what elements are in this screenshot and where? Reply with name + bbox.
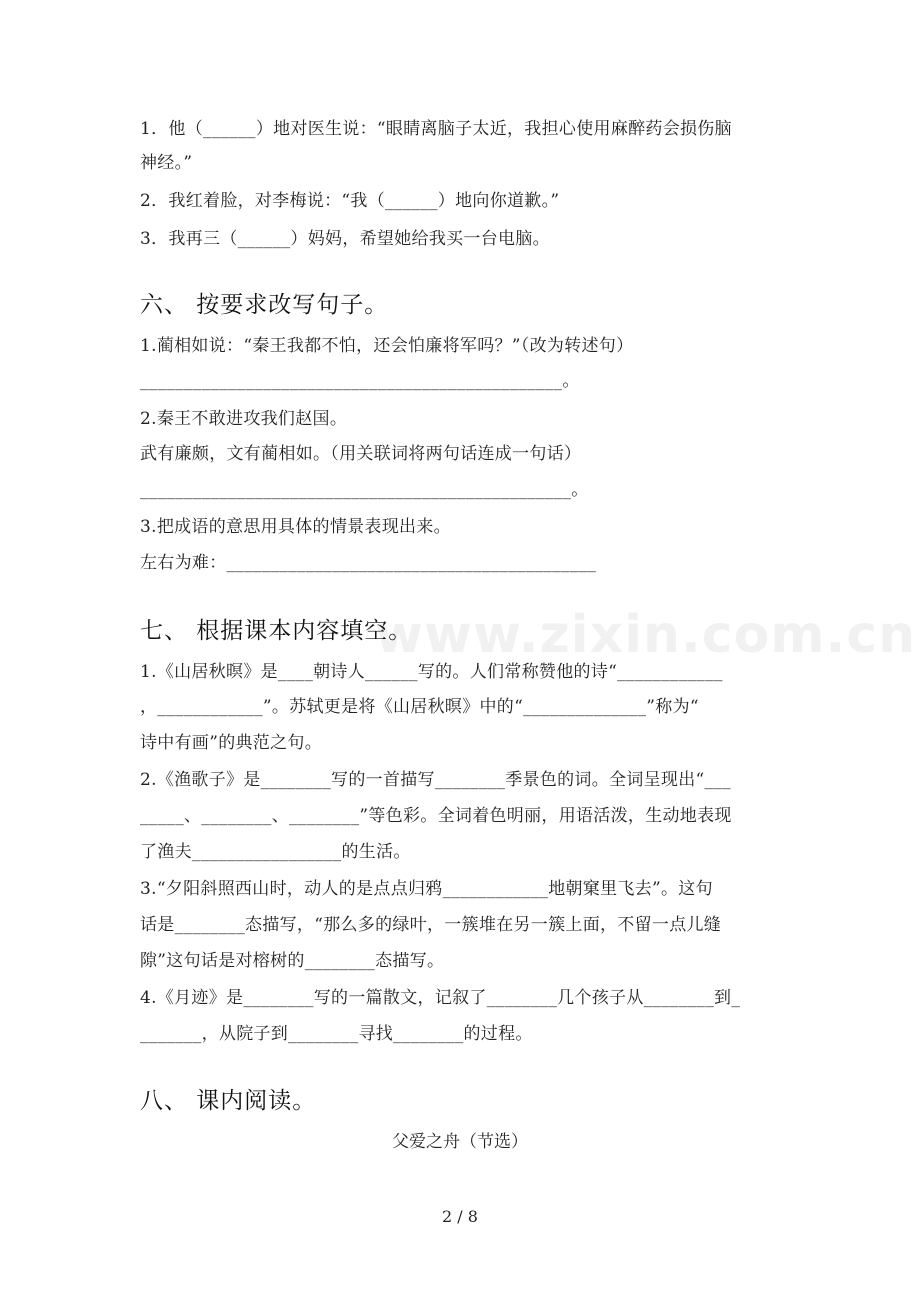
question-line: 2.《渔歌子》是________写的一首描写________季景色的词。全词呈现出“___ [140,770,731,790]
question-line: 2．我红着脸，对李梅说：“我（______）地向你道歉。” [140,191,560,211]
question-line: 左右为难：__________________________________________ [140,553,597,573]
question-line: 隙”这句话是对榕树的________态描写。 [140,951,445,971]
question-line: ，____________”。苏轼更是将《山居秋暝》中的“______________”称为“ [140,697,699,717]
question-line: 3．我再三（______）妈妈，希望她给我买一台电脑。 [140,229,550,249]
section-heading-8: 八、 课内阅读。 [140,1088,317,1114]
question-line: _____、________、________”等色彩。全词着色明丽，用语活泼，生动地表现 [140,806,732,826]
question-line: 1．他（______）地对医生说：“眼睛离脑子太近，我担心使用麻醉药会损伤脑 [140,119,732,139]
question-line: 1.蔺相如说：“秦王我都不怕，还会怕廉将军吗？”（改为转述句） [140,336,634,356]
answer-blank-line: ________________________________________________。 [140,371,580,391]
question-line: 2.秦王不敢进攻我们赵国。 [140,409,348,429]
question-line: 武有廉颇，文有蔺相如。（用关联词将两句话连成一句话） [140,444,582,464]
answer-blank-line: _________________________________________________。 [140,480,589,500]
question-line: 4.《月迹》是________写的一篇散文，记叙了________几个孩子从________到_ [140,988,741,1008]
question-line: 了渔夫_________________的生活。 [140,842,411,862]
question-line: 3.把成语的意思用具体的情景表现出来。 [140,517,451,537]
page-number: 2 / 8 [442,1207,478,1226]
passage-title: 父爱之舟（节选） [392,1132,528,1152]
question-line: 3.“夕阳斜照西山时，动人的是点点归鸦____________地朝窠里飞去”。这句 [140,879,713,899]
question-line: 神经。” [140,153,193,173]
question-line: 话是________态描写，“那么多的绿叶，一簇堆在另一簇上面，不留一点儿缝 [140,915,722,935]
section-heading-6: 六、 按要求改写句子。 [140,292,389,318]
section-heading-7: 七、 根据课本内容填空。 [140,618,413,644]
question-line: _______，从院子到________寻找________的过程。 [140,1024,533,1044]
watermark: www.zixin.com.cn [375,605,917,665]
question-line: 1.《山居秋暝》是____朝诗人______写的。人们常称赞他的诗“____________ [140,662,723,682]
question-line: 诗中有画”的典范之句。 [140,733,322,753]
